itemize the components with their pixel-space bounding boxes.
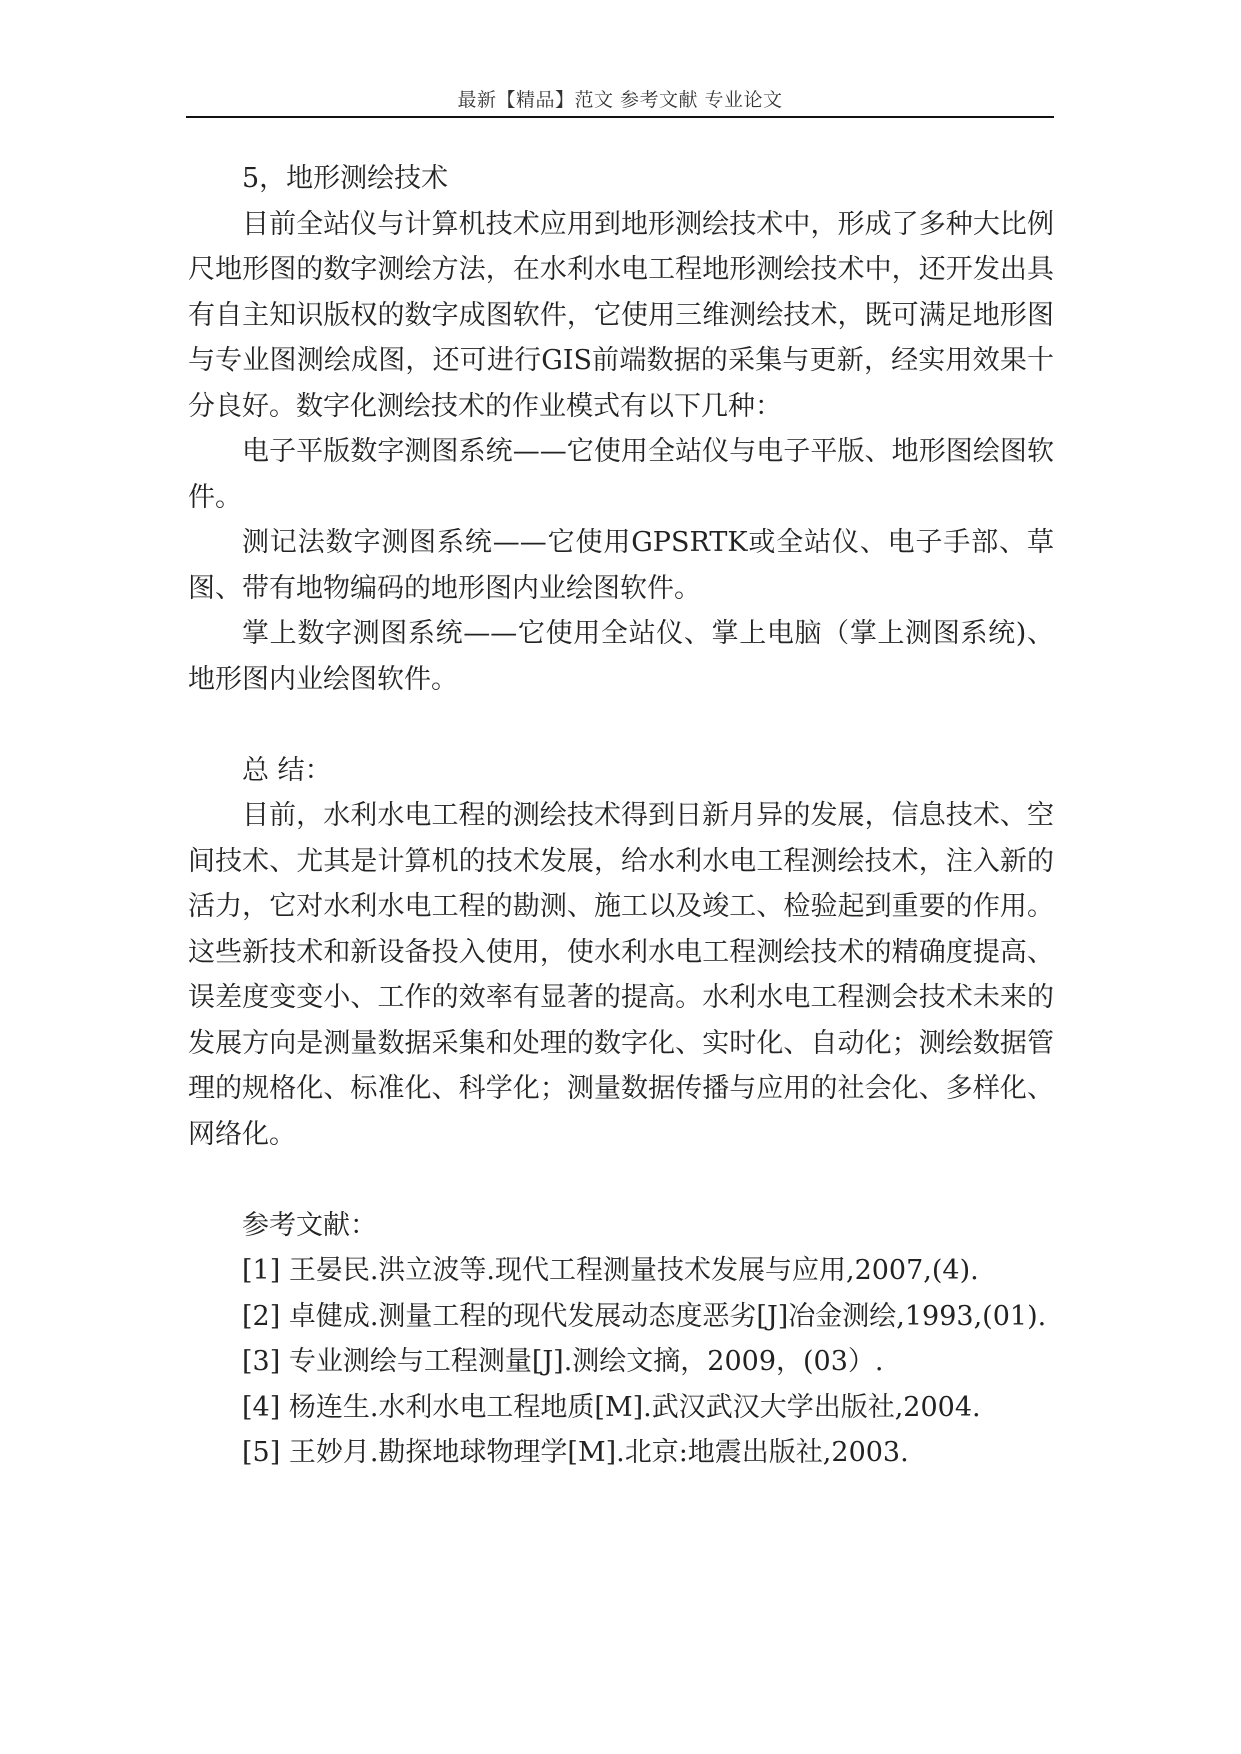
body-paragraph: 目前全站仪与计算机技术应用到地形测绘技术中，形成了多种大比例尺地形图的数字测绘方法，在水利水电工程地形测绘技术中，还开发出具有自主知识版权的数字成图软件，它使用三维测绘技术，既可满足地形图与专业图测绘成图，还可进行GIS前端数据的采集与更新，经实用效果十分良好。数字化测绘技术的作业模式有以下几种： xyxy=(188,208,1054,422)
body-paragraph: 测记法数字测图系统——它使用GPSRTK或全站仪、电子手部、草图、带有地物编码的地形图内业绘图软件。 xyxy=(188,527,1054,604)
body-paragraph: 掌上数字测图系统——它使用全站仪、掌上电脑（掌上测图系统)、地形图内业绘图软件。 xyxy=(188,618,1054,695)
spacer xyxy=(188,702,1054,748)
summary-paragraph: 目前，水利水电工程的测绘技术得到日新月异的发展，信息技术、空间技术、尤其是计算机的技术发展，给水利水电工程测绘技术，注入新的活力，它对水利水电工程的勘测、施工以及竣工、检验起到重要的作用。这些新技术和新设备投入使用，使水利水电工程测绘技术的精确度提高、误差度变变小、工作的效率有显著的提高。水利水电工程测会技术未来的发展方向是测量数据采集和处理的数字化、实时化、自动化；测绘数据管理的规格化、标准化、科学化；测量数据传播与应用的社会化、多样化、网络化。 xyxy=(188,800,1054,1150)
spacer xyxy=(188,1157,1054,1203)
document-body xyxy=(188,156,1054,1476)
section-heading: 5，地形测绘技术 xyxy=(242,163,449,194)
summary-heading: 总 结： xyxy=(242,754,332,786)
reference-item: [4] 杨连生.水利水电工程地质[M].武汉武汉大学出版社,2004. xyxy=(242,1391,981,1423)
running-header: 最新【精品】范文 参考文献 专业论文 xyxy=(457,89,783,111)
header-rule xyxy=(186,116,1054,118)
reference-item: [1] 王晏民.洪立波等.现代工程测量技术发展与应用,2007,(4). xyxy=(242,1255,979,1286)
body-paragraph: 电子平版数字测图系统——它使用全站仪与电子平版、地形图绘图软件。 xyxy=(188,436,1054,513)
reference-item: [3] 专业测绘与工程测量[J].测绘文摘，2009，(03）. xyxy=(242,1346,884,1377)
references-heading: 参考文献： xyxy=(242,1209,377,1241)
reference-item: [5] 王妙月.勘探地球物理学[M].北京:地震出版社,2003. xyxy=(242,1437,909,1468)
reference-item: [2] 卓健成.测量工程的现代发展动态度恶劣[J]冶金测绘,1993,(01). xyxy=(242,1300,1047,1332)
